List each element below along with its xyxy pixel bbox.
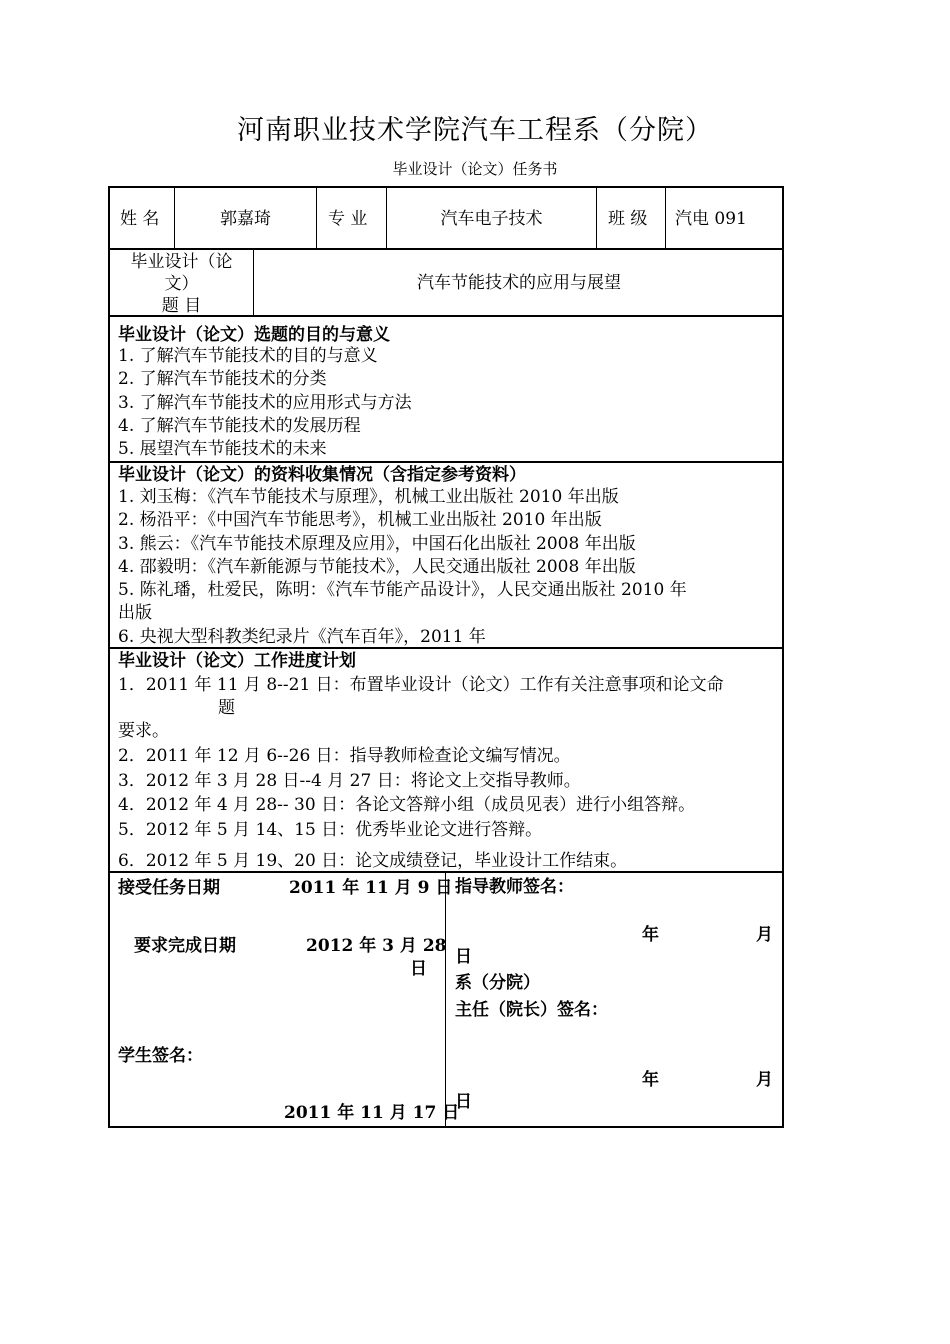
- page-title: 河南职业技术学院汽车工程系（分院）: [237, 115, 713, 146]
- due-date-value: 2012 年 3 月 28: [306, 936, 447, 956]
- topic-value: 汽车节能技术的应用与展望: [417, 273, 621, 293]
- due-date-label: 要求完成日期: [134, 936, 236, 956]
- purpose-title: 毕业设计（论文）选题的目的与意义: [118, 325, 390, 345]
- major-value: 汽车电子技术: [440, 209, 543, 229]
- list-item: 1. 刘玉梅：《汽车节能技术与原理》，机械工业出版社 2010 年出版: [118, 487, 619, 507]
- schedule-title: 毕业设计（论文）工作进度计划: [118, 651, 356, 671]
- list-item-continuation: 要求。: [118, 721, 169, 741]
- list-item: 3. 熊云：《汽车节能技术原理及应用》，中国石化出版社 2008 年出版: [118, 533, 636, 554]
- list-item: 5．2012 年 5 月 14、15 日：优秀毕业论文进行答辩。: [118, 819, 543, 840]
- col-divider: [445, 872, 446, 1127]
- advisor-signature-label: 指导教师签名：: [455, 877, 574, 897]
- references-title: 毕业设计（论文）的资料收集情况（含指定参考资料）: [118, 465, 526, 485]
- list-item: 4. 邵毅明：《汽车新能源与节能技术》，人民交通出版社 2008 年出版: [118, 556, 636, 577]
- name-label: 姓 名: [120, 209, 160, 229]
- name-value: 郭嘉琦: [220, 209, 271, 229]
- references-list: [118, 486, 687, 649]
- list-item: 3．2012 年 3 月 28 日--4 月 27 日：将论文上交指导教师。: [118, 770, 581, 791]
- list-item: 2．2011 年 12 月 6--26 日：指导教师检查论文编写情况。: [118, 746, 571, 766]
- advisor-month: 月: [756, 925, 773, 945]
- advisor-year: 年: [642, 925, 659, 945]
- list-item: 5. 陈礼璠，杜爱民，陈明：《汽车节能产品设计》，人民交通出版社 2010 年: [118, 580, 687, 601]
- list-item: 1．2011 年 11 月 8--21 日：布置毕业设计（论文）工作有关注意事项和论文命: [118, 675, 724, 695]
- topic-label-line3: 题 目: [161, 296, 202, 316]
- row-divider: [108, 248, 784, 250]
- list-item: 4．2012 年 4 月 28-- 30 日：各论文答辩小组（成员见表）进行小组答辩。: [118, 795, 696, 815]
- list-item: 2. 了解汽车节能技术的分类: [118, 369, 327, 390]
- list-item: 5. 展望汽车节能技术的未来: [118, 439, 327, 460]
- topic-label-line2: 文）: [164, 274, 199, 294]
- list-item: 3. 了解汽车节能技术的应用形式与方法: [118, 392, 412, 413]
- advisor-day: 日: [455, 947, 472, 967]
- list-item: 6. 央视大型科教类纪录片《汽车百年》，2011 年: [118, 626, 486, 647]
- list-item: 出版: [118, 603, 152, 624]
- topic-label-line1: 毕业设计（论: [130, 252, 233, 272]
- list-item-continuation: 题: [218, 698, 235, 718]
- director-month: 月: [756, 1070, 773, 1090]
- col-divider: [596, 186, 597, 249]
- class-label: 班 级: [608, 209, 648, 229]
- major-label: 专 业: [328, 209, 368, 229]
- col-divider: [665, 186, 666, 249]
- list-item: 6．2012 年 5 月 19、20 日：论文成绩登记，毕业设计工作结束。: [118, 851, 628, 871]
- director-signature-label: 主任（院长）签名：: [455, 1000, 608, 1020]
- student-signature-date: 2011 年 11 月 17 日: [284, 1103, 460, 1123]
- director-year: 年: [642, 1070, 659, 1090]
- director-day: 日: [455, 1092, 472, 1112]
- receive-date-value: 2011 年 11 月 9 日: [289, 878, 453, 898]
- schedule-list: [118, 744, 695, 842]
- list-item: 2. 杨沿平：《中国汽车节能思考》，机械工业出版社 2010 年出版: [118, 510, 602, 531]
- due-date-value-cont: 日: [410, 959, 427, 979]
- list-item: 1. 了解汽车节能技术的目的与意义: [118, 346, 378, 366]
- col-divider: [316, 186, 317, 249]
- class-value: 汽电 091: [675, 209, 747, 229]
- purpose-list: [118, 345, 412, 461]
- department-label: 系（分院）: [455, 973, 540, 993]
- student-signature-label: 学生签名：: [118, 1046, 203, 1066]
- list-item: 4. 了解汽车节能技术的发展历程: [118, 415, 361, 436]
- document-subtitle: 毕业设计（论文）任务书: [392, 160, 558, 178]
- receive-date-label: 接受任务日期: [118, 878, 220, 898]
